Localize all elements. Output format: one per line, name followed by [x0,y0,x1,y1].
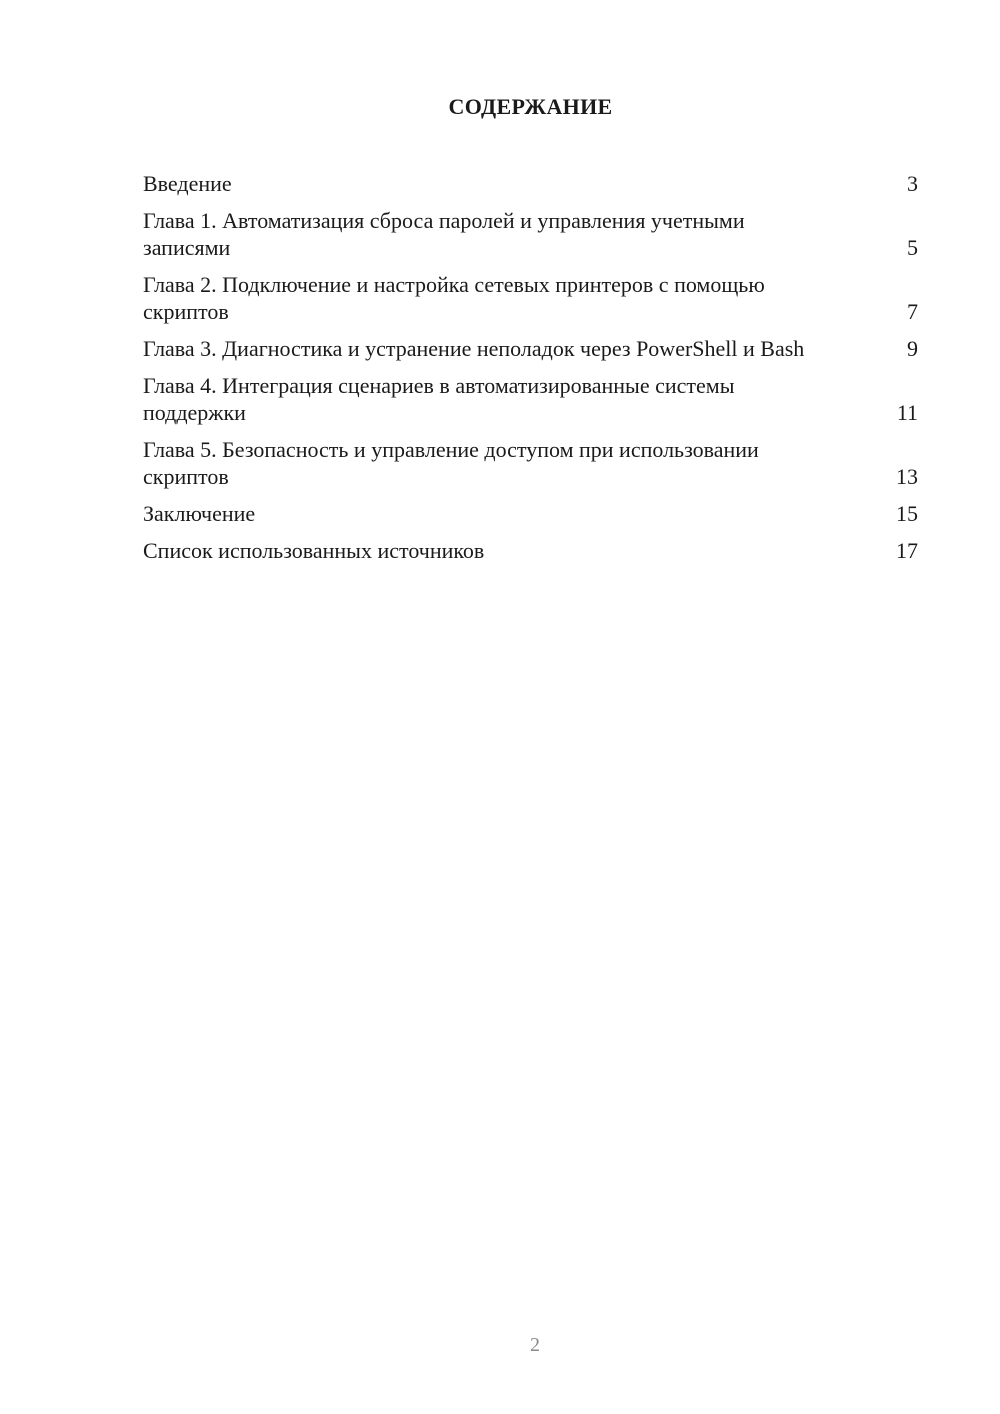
toc-entry-page: 3 [907,171,918,196]
toc-entry-chapter-5[interactable] [143,436,918,490]
toc-entry-page: 9 [907,336,918,361]
toc-title: СОДЕРЖАНИЕ [448,94,613,119]
toc-entry-chapter-1[interactable] [143,207,918,261]
toc-entry-text: Глава 2. Подключение и настройка сетевых принтеров с помощью скриптов [143,272,765,324]
toc-entry-text: Глава 1. Автоматизация сброса паролей и управления учетными записями [143,208,745,260]
toc-entry-references[interactable] [143,537,918,564]
toc-entry-chapter-2[interactable] [143,271,918,325]
toc-entry-page: 15 [896,501,918,526]
toc-entry-page: 17 [896,538,918,563]
toc-entry-chapter-3[interactable] [143,335,918,362]
toc-list [143,170,918,574]
toc-entry-conclusion[interactable] [143,500,918,527]
page-number: 2 [530,1334,540,1356]
toc-entry-text: Заключение [143,501,256,526]
toc-entry-introduction[interactable] [143,170,918,197]
toc-entry-page: 13 [896,464,918,489]
toc-entry-text: Список использованных источников [143,538,485,563]
toc-entry-page: 5 [907,235,918,260]
toc-entry-page: 7 [907,299,918,324]
toc-entry-text: Введение [143,171,232,196]
toc-entry-text: Глава 3. Диагностика и устранение неполадок через PowerShell и Bash [143,336,805,361]
toc-entry-page: 11 [896,400,918,425]
toc-entry-text: Глава 4. Интеграция сценариев в автоматизированные системы поддержки [143,373,735,425]
toc-entry-chapter-4[interactable] [143,372,918,426]
toc-entry-text: Глава 5. Безопасность и управление доступом при использовании скриптов [143,437,759,489]
